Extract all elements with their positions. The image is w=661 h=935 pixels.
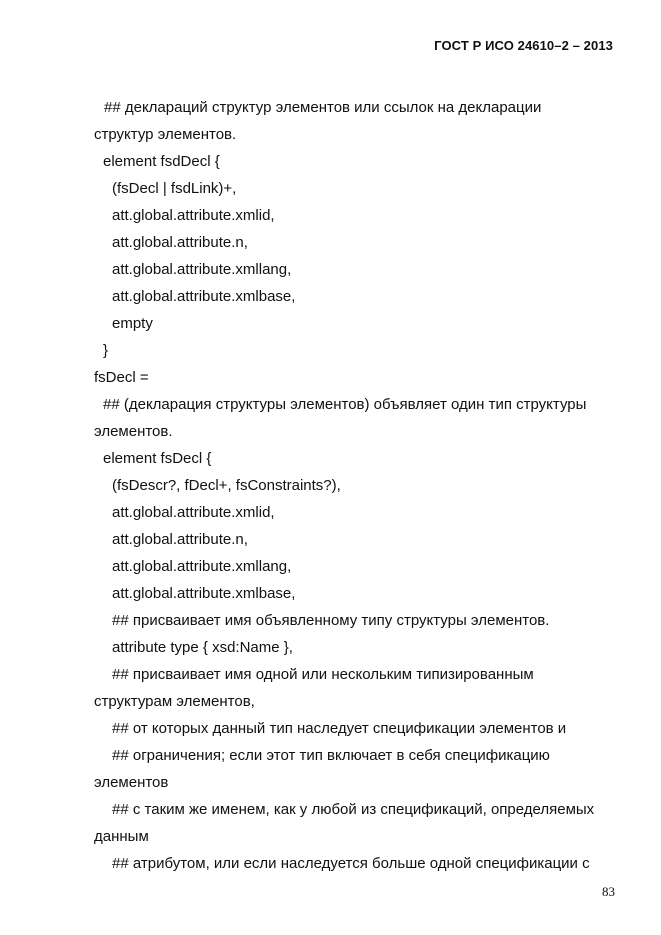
text-line: ## от которых данный тип наследует спецификации элементов и <box>112 720 567 737</box>
text-line: empty <box>112 315 153 332</box>
text-line: ## ограничения; если этот тип включает в себя спецификацию <box>112 747 550 764</box>
text-line: ## деклараций структур элементов или ссылок на декларации <box>104 99 542 116</box>
document-header: ГОСТ Р ИСО 24610–2 – 2013 <box>434 38 613 53</box>
text-line: } <box>103 342 109 359</box>
text-line: fsDecl = <box>94 369 149 386</box>
text-line: структур элементов. <box>94 126 237 143</box>
text-line: (fsDescr?, fDecl+, fsConstraints?), <box>112 477 341 494</box>
text-line: данным <box>94 828 149 845</box>
page-number: 83 <box>602 884 615 899</box>
text-line: элементов. <box>94 423 173 440</box>
text-line: element fsDecl { <box>103 450 212 467</box>
text-line: (fsDecl | fsdLink)+, <box>112 180 237 197</box>
text-line: ## присваивает имя объявленному типу структуры элементов. <box>112 612 550 629</box>
text-line: ## атрибутом, или если наследуется больше одной спецификации с <box>112 855 590 872</box>
text-line: att.global.attribute.xmlid, <box>112 504 275 521</box>
text-line: элементов <box>94 774 169 791</box>
text-line: att.global.attribute.xmlbase, <box>112 288 296 305</box>
text-line: ## присваивает имя одной или нескольким типизированным <box>112 666 534 683</box>
text-line: element fsdDecl { <box>103 153 220 170</box>
text-line: att.global.attribute.xmllang, <box>112 261 292 278</box>
text-line: attribute type { xsd:Name }, <box>112 639 293 656</box>
text-line: структурам элементов, <box>94 693 255 710</box>
text-line: att.global.attribute.xmlbase, <box>112 585 296 602</box>
text-line: att.global.attribute.xmllang, <box>112 558 292 575</box>
text-line: att.global.attribute.xmlid, <box>112 207 275 224</box>
text-line: att.global.attribute.n, <box>112 234 248 251</box>
text-line: ## с таким же именем, как у любой из спецификаций, определяемых <box>112 801 595 818</box>
text-line: ## (декларация структуры элементов) объявляет один тип структуры <box>103 396 587 413</box>
text-line: att.global.attribute.n, <box>112 531 248 548</box>
